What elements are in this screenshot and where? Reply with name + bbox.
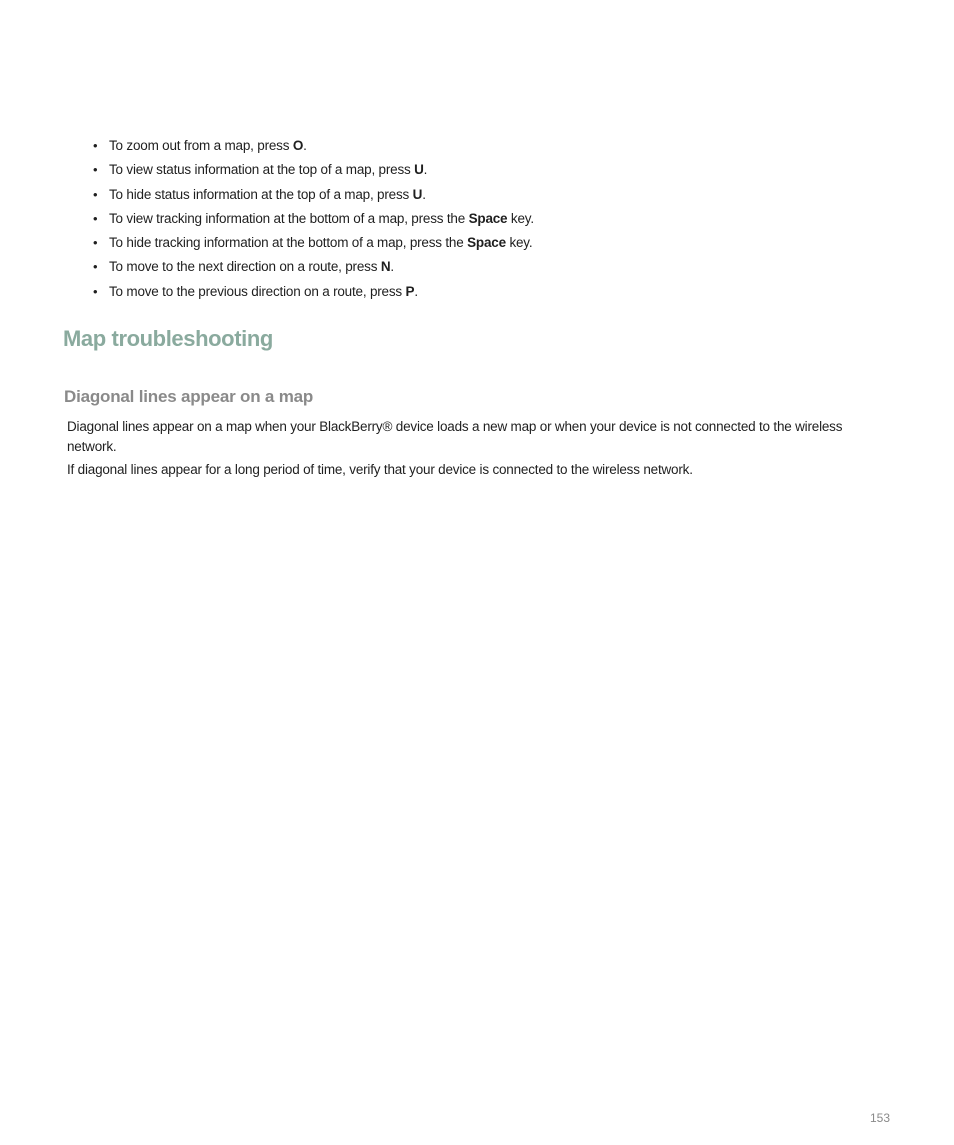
bullet-icon: • <box>93 162 98 178</box>
section-heading: Map troubleshooting <box>63 326 273 351</box>
keyboard-shortcut-list <box>93 136 893 306</box>
bullet-icon: • <box>93 210 98 226</box>
list-item-text: To move to the next direction on a route, press <box>109 259 381 275</box>
list-item <box>93 209 893 233</box>
shortcut-key: U <box>412 186 423 202</box>
list-item-text: To view status information at the top of a map, press <box>109 162 415 178</box>
shortcut-key: N <box>380 259 391 275</box>
list-item-text: To hide tracking information at the bottom of a map, press the <box>109 235 468 251</box>
bullet-icon: • <box>93 283 98 299</box>
bullet-icon: • <box>93 138 98 153</box>
list-item-text: To hide status information at the top of a map, press <box>109 186 413 202</box>
list-item <box>93 282 893 306</box>
shortcut-key: Space <box>468 210 508 226</box>
list-item-text: To view tracking information at the bottom of a map, press the <box>109 210 469 226</box>
list-item <box>93 233 893 257</box>
list-item-text-end: . <box>422 186 426 202</box>
list-item-text-end: . <box>423 162 428 178</box>
bullet-icon: • <box>93 186 98 202</box>
body-paragraph: If diagonal lines appear for a long period of time, verify that your device is connected to the wireless network. <box>67 462 693 477</box>
shortcut-key: U <box>414 162 424 178</box>
list-item-text-end: key. <box>505 235 533 251</box>
list-item-text: To move to the previous direction on a route, press <box>109 283 406 299</box>
list-item-text-end: key. <box>507 210 534 226</box>
body-paragraph: Diagonal lines appear on a map when your BlackBerry® device loads a new map or when your device is not connected to the wireless network. <box>67 419 843 454</box>
list-item-text-end: . <box>303 138 307 153</box>
shortcut-key: Space <box>467 235 506 251</box>
shortcut-key: P <box>405 283 415 299</box>
list-item-text: To zoom out from a map, press <box>109 138 293 153</box>
bullet-icon: • <box>93 259 98 275</box>
shortcut-key: O <box>292 138 304 153</box>
list-item-text-end: . <box>390 259 394 275</box>
list-item <box>93 136 893 160</box>
list-item <box>93 185 893 209</box>
list-item-text-end: . <box>414 283 418 299</box>
page-number: 153 <box>869 1111 890 1125</box>
list-item <box>93 257 893 281</box>
list-item <box>93 160 893 184</box>
subsection-heading: Diagonal lines appear on a map <box>64 387 314 406</box>
bullet-icon: • <box>93 235 98 251</box>
